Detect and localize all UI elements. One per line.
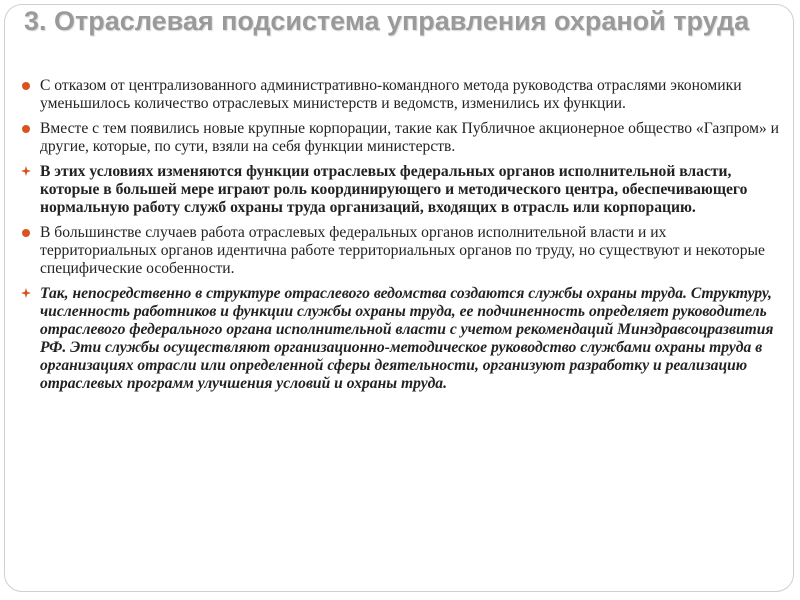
dot-icon xyxy=(22,82,30,90)
item-text: С отказом от централизованного административно-командного метода руководства отраслями экономики уменьшилось количество отраслевых министерств и ведомств, изменились их функции. xyxy=(40,77,742,112)
list-item xyxy=(20,285,780,393)
list-item xyxy=(20,120,780,156)
list-item xyxy=(20,77,780,113)
list-item xyxy=(20,224,780,278)
star-icon xyxy=(21,166,31,176)
item-text: В этих условиях изменяются функции отраслевых федеральных органов исполнительной власти, которые в большей мере играют роль координирующего и методического центра, обеспечивающего нормальную работу служб охраны труда организаций, входящих в отрасль или корпорацию. xyxy=(40,163,748,216)
item-text: Так, непосредственно в структуре отраслевого ведомства создаются службы охраны труда. Структуру, численность работников и функции службы охраны труда, ее подчиненность определяет руководитель отраслевого федерального органа исполнительной власти с учетом рекомендаций Минздравсоцразвития РФ. Эти службы осуществляют организационно-методическое руководство службами охраны труда в организациях отрасли или определенной сферы деятельности, организуют разработку и реализацию отраслевых программ улучшения условий и охраны труда. xyxy=(40,285,774,392)
star-icon xyxy=(21,288,31,298)
dot-icon xyxy=(22,229,30,237)
dot-icon xyxy=(22,125,30,133)
slide-title: 3. Отраслевая подсистема управления охраной труда xyxy=(24,6,750,36)
list-item xyxy=(20,163,780,217)
bullet-list xyxy=(20,77,780,400)
item-text: В большинстве случаев работа отраслевых федеральных органов исполнительной власти и их территориальных органов идентична работе территориальных органов по труду, но существуют и некоторые специфические особенности. xyxy=(40,224,765,277)
item-text: Вместе с тем появились новые крупные корпорации, такие как Публичное акционерное общество «Газпром» и другие, которые, по сути, взяли на себя функции министерств. xyxy=(40,120,779,155)
